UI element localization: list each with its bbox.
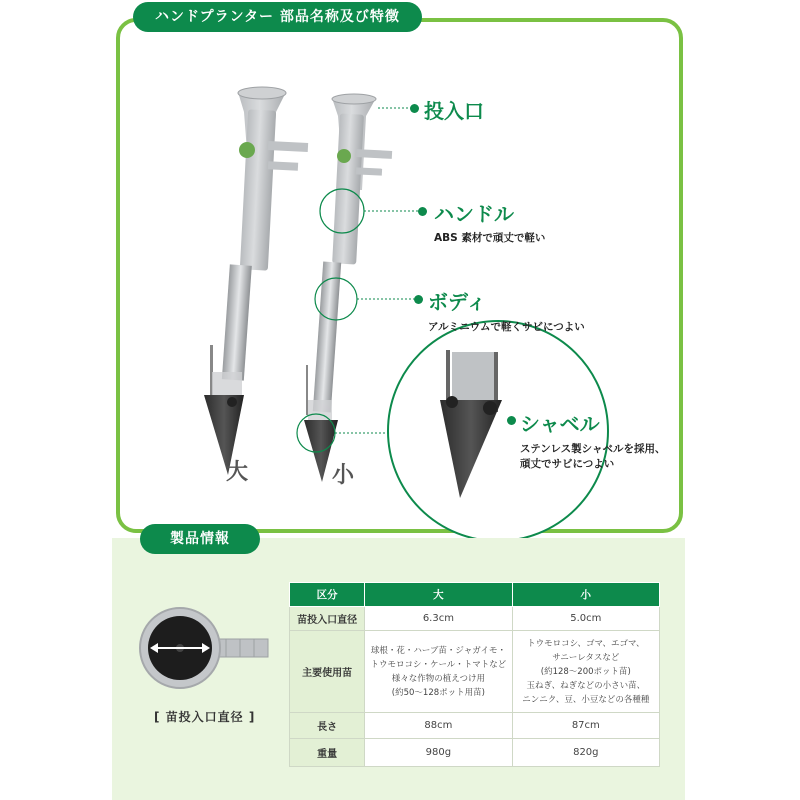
shovel-desc-line2: 頑丈でサビにつよい xyxy=(520,458,615,470)
large-planter xyxy=(204,87,308,475)
inlet-bullet xyxy=(410,104,419,113)
handle-desc: ABS 素材で頑丈で軽い xyxy=(434,232,546,244)
cell-diameter-small: 5.0cm xyxy=(512,607,659,631)
table-row xyxy=(290,607,660,631)
cell-use-small xyxy=(512,631,659,713)
cell-length-small: 87cm xyxy=(512,713,659,739)
header-large: 大 xyxy=(365,583,512,607)
use-small-line: サニーレタスなど xyxy=(552,652,620,663)
size-large-label: 大 xyxy=(226,460,249,485)
use-small-line: トウモロコシ、ゴマ、エゴマ、 xyxy=(527,638,645,649)
product-info-title: 製品情報 xyxy=(140,524,260,554)
table-row xyxy=(290,739,660,767)
cell-diameter-large: 6.3cm xyxy=(365,607,512,631)
inlet-label: 投入口 xyxy=(424,99,484,123)
body-desc: アルミニウムで軽くサビにつよい xyxy=(428,321,585,333)
small-planter xyxy=(304,94,392,482)
diameter-caption: [ 苗投入口直径 ] xyxy=(154,710,256,724)
use-large-line: 球根・花・ハーブ苗・ジャガイモ・ xyxy=(370,645,506,656)
shovel-label: シャベル xyxy=(520,412,600,436)
cell-use-large xyxy=(365,631,512,713)
spec-table xyxy=(289,582,660,767)
use-large-line: トウモロコシ・ケール・トマトなど xyxy=(370,659,507,670)
use-large-line: 様々な作物の植えつけ用 xyxy=(391,673,486,684)
body-bullet xyxy=(414,295,423,304)
row-label-diameter: 苗投入口直径 xyxy=(290,607,365,631)
row-label-weight: 重量 xyxy=(290,739,365,767)
use-small-line: 玉ねぎ、ねぎなどの小さい苗、 xyxy=(526,680,646,691)
table-header-row xyxy=(290,583,660,607)
shovel-desc-line1: ステンレス製シャベルを採用、 xyxy=(520,443,666,455)
cell-weight-large: 980g xyxy=(365,739,512,767)
header-category: 区分 xyxy=(290,583,365,607)
cell-length-large: 88cm xyxy=(365,713,512,739)
cell-weight-small: 820g xyxy=(512,739,659,767)
handle-label: ハンドル xyxy=(434,202,514,226)
row-label-use: 主要使用苗 xyxy=(290,631,365,713)
body-label: ボディ xyxy=(428,290,487,314)
use-small-line: (約128～200ポット苗) xyxy=(540,666,631,677)
use-small-line: ニンニク、豆、小豆などの各種種 xyxy=(522,694,650,705)
table-row xyxy=(290,631,660,713)
handle-bullet xyxy=(418,207,427,216)
use-large-line: (約50～128ポット用苗) xyxy=(391,687,485,698)
row-label-length: 長さ xyxy=(290,713,365,739)
shovel-bullet xyxy=(507,416,516,425)
diameter-diagram xyxy=(136,606,276,696)
size-small-label: 小 xyxy=(332,463,355,488)
header-small: 小 xyxy=(512,583,659,607)
section-title: ハンドプランター 部品名称及び特徴 xyxy=(133,2,422,32)
table-row xyxy=(290,713,660,739)
